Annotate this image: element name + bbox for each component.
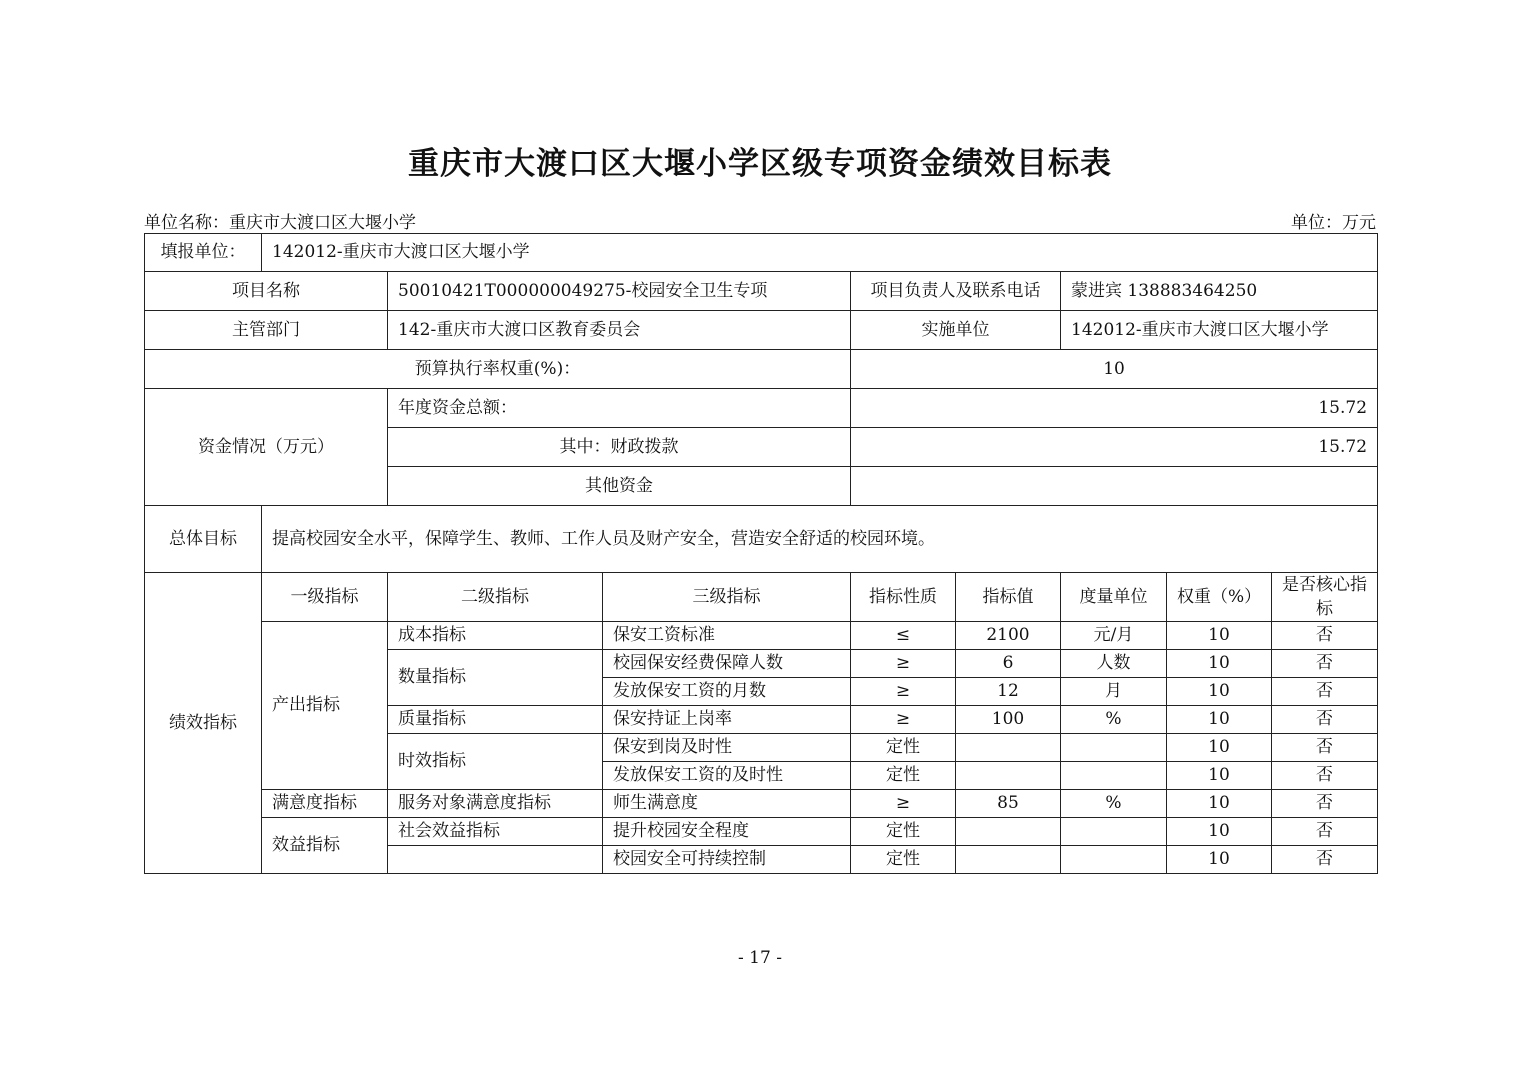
funds-other-value <box>851 467 1378 506</box>
indicator-name: 保安到岗及时性 <box>603 734 851 762</box>
indicator-value: 2100 <box>956 622 1061 650</box>
indicator-unit: 人数 <box>1061 650 1167 678</box>
overall-goal-row <box>145 506 1378 573</box>
indicator-unit <box>1061 762 1167 790</box>
indicator-core: 否 <box>1272 762 1378 790</box>
page-number: - 17 - <box>738 948 782 968</box>
indicator-value <box>956 762 1061 790</box>
indicator-row <box>145 622 1378 650</box>
header-core <box>1272 573 1378 622</box>
indicator-name: 发放保安工资的及时性 <box>603 762 851 790</box>
indicator-nature: ≥ <box>851 706 956 734</box>
indicator-name: 校园保安经费保障人数 <box>603 650 851 678</box>
subgroup-cost: 成本指标 <box>388 622 603 650</box>
funds-total-row <box>145 389 1378 428</box>
indicator-name: 师生满意度 <box>603 790 851 818</box>
budget-weight-value: 10 <box>851 350 1378 389</box>
header-nature: 指标性质 <box>851 573 956 622</box>
indicator-value <box>956 846 1061 874</box>
indicator-row <box>145 790 1378 818</box>
fill-unit-row <box>145 234 1378 272</box>
indicator-core: 否 <box>1272 734 1378 762</box>
indicator-core: 否 <box>1272 790 1378 818</box>
indicator-name: 发放保安工资的月数 <box>603 678 851 706</box>
indicator-nature: ≤ <box>851 622 956 650</box>
unit-name-label: 单位名称：重庆市大渡口区大堰小学 <box>144 213 416 233</box>
subgroup-timeliness: 时效指标 <box>388 734 603 790</box>
indicator-weight: 10 <box>1167 706 1272 734</box>
department-label: 主管部门 <box>145 311 388 350</box>
funds-total-value: 15.72 <box>851 389 1378 428</box>
overall-goal-value: 提高校园安全水平，保障学生、教师、工作人员及财产安全，营造安全舒适的校园环境。 <box>262 506 1378 573</box>
budget-weight-label: 预算执行率权重(%)： <box>145 350 851 389</box>
indicator-nature: ≥ <box>851 790 956 818</box>
indicator-header-row <box>145 573 1378 622</box>
indicator-unit <box>1061 734 1167 762</box>
project-row <box>145 272 1378 311</box>
budget-weight-row <box>145 350 1378 389</box>
subgroup-service: 服务对象满意度指标 <box>388 790 603 818</box>
indicator-unit: 元/月 <box>1061 622 1167 650</box>
department-value: 142-重庆市大渡口区教育委员会 <box>388 311 851 350</box>
subgroup-empty <box>388 846 603 874</box>
indicator-unit: % <box>1061 790 1167 818</box>
indicator-core: 否 <box>1272 818 1378 846</box>
funds-fiscal-value: 15.72 <box>851 428 1378 467</box>
indicator-value <box>956 818 1061 846</box>
indicator-name: 保安工资标准 <box>603 622 851 650</box>
indicator-value: 12 <box>956 678 1061 706</box>
indicator-value <box>956 734 1061 762</box>
funds-total-label: 年度资金总额： <box>388 389 851 428</box>
fill-unit-value: 142012-重庆市大渡口区大堰小学 <box>262 234 1378 272</box>
indicator-nature: 定性 <box>851 846 956 874</box>
header-level1: 一级指标 <box>262 573 388 622</box>
header-level2: 二级指标 <box>388 573 603 622</box>
subgroup-social: 社会效益指标 <box>388 818 603 846</box>
indicator-weight: 10 <box>1167 734 1272 762</box>
project-contact-value: 蒙进宾 138883464250 <box>1061 272 1378 311</box>
group-benefit: 效益指标 <box>262 818 388 874</box>
indicator-nature: 定性 <box>851 818 956 846</box>
indicator-weight: 10 <box>1167 622 1272 650</box>
header-core-text: 是否核心指标 <box>1282 575 1367 619</box>
indicator-name: 保安持证上岗率 <box>603 706 851 734</box>
indicator-row <box>145 818 1378 846</box>
indicator-weight: 10 <box>1167 678 1272 706</box>
overall-goal-label: 总体目标 <box>145 506 262 573</box>
indicator-core: 否 <box>1272 678 1378 706</box>
header-weight: 权重（%） <box>1167 573 1272 622</box>
group-output: 产出指标 <box>262 622 388 790</box>
impl-unit-label: 实施单位 <box>851 311 1061 350</box>
indicator-value: 6 <box>956 650 1061 678</box>
subgroup-quantity: 数量指标 <box>388 650 603 706</box>
performance-target-table <box>144 233 1378 874</box>
performance-label: 绩效指标 <box>145 573 262 874</box>
department-row <box>145 311 1378 350</box>
project-name-value: 50010421T000000049275-校园安全卫生专项 <box>388 272 851 311</box>
indicator-name: 提升校园安全程度 <box>603 818 851 846</box>
fill-unit-label: 填报单位： <box>145 234 262 272</box>
indicator-weight: 10 <box>1167 790 1272 818</box>
group-satisfaction: 满意度指标 <box>262 790 388 818</box>
funds-fiscal-label: 其中：财政拨款 <box>388 428 851 467</box>
funds-label: 资金情况（万元） <box>145 389 388 506</box>
indicator-core: 否 <box>1272 650 1378 678</box>
indicator-unit: 月 <box>1061 678 1167 706</box>
indicator-unit <box>1061 846 1167 874</box>
indicator-core: 否 <box>1272 622 1378 650</box>
indicator-value: 85 <box>956 790 1061 818</box>
subgroup-quality: 质量指标 <box>388 706 603 734</box>
indicator-name: 校园安全可持续控制 <box>603 846 851 874</box>
page-title: 重庆市大渡口区大堰小学区级专项资金绩效目标表 <box>408 146 1112 182</box>
header-value: 指标值 <box>956 573 1061 622</box>
indicator-unit <box>1061 818 1167 846</box>
indicator-weight: 10 <box>1167 650 1272 678</box>
unit-label: 单位：万元 <box>1291 213 1376 233</box>
indicator-nature: ≥ <box>851 678 956 706</box>
indicator-value: 100 <box>956 706 1061 734</box>
indicator-unit: % <box>1061 706 1167 734</box>
indicator-weight: 10 <box>1167 846 1272 874</box>
header-level3: 三级指标 <box>603 573 851 622</box>
project-contact-label: 项目负责人及联系电话 <box>851 272 1061 311</box>
impl-unit-value: 142012-重庆市大渡口区大堰小学 <box>1061 311 1378 350</box>
project-name-label: 项目名称 <box>145 272 388 311</box>
indicator-core: 否 <box>1272 846 1378 874</box>
indicator-nature: 定性 <box>851 762 956 790</box>
indicator-weight: 10 <box>1167 762 1272 790</box>
indicator-core: 否 <box>1272 706 1378 734</box>
indicator-nature: 定性 <box>851 734 956 762</box>
indicator-nature: ≥ <box>851 650 956 678</box>
funds-other-label: 其他资金 <box>388 467 851 506</box>
indicator-weight: 10 <box>1167 818 1272 846</box>
header-unit: 度量单位 <box>1061 573 1167 622</box>
